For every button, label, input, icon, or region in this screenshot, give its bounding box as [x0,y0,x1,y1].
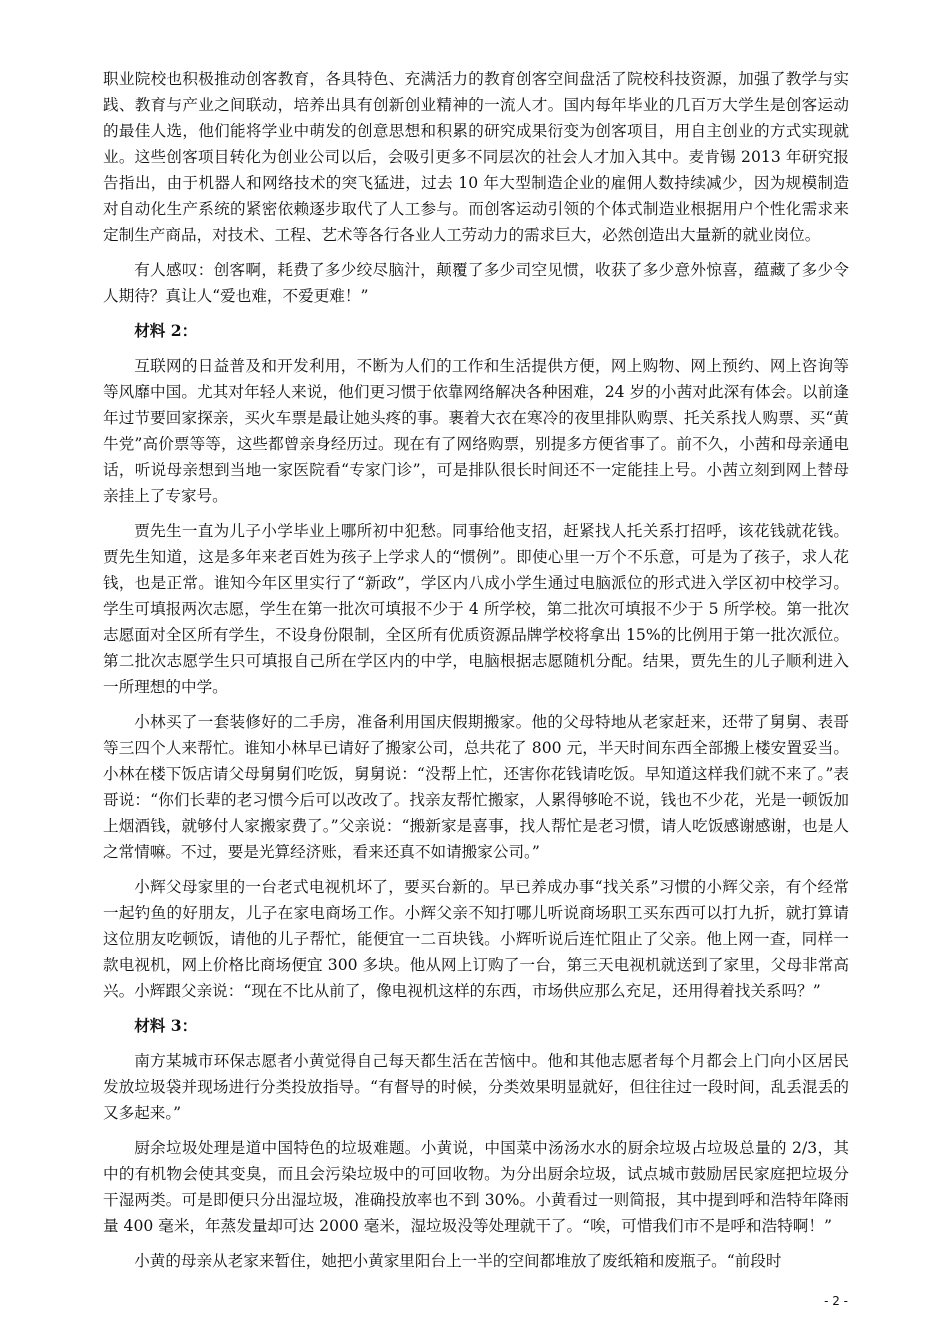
body-paragraph: 有人感叹：创客啊，耗费了多少绞尽脑汁，颠覆了多少司空见惯，收获了多少意外惊喜，蕴藏了多少令人期待？真让人“爱也难，不爱更难！” [103,261,849,305]
body-paragraph: 贾先生一直为儿子小学毕业上哪所初中犯愁。同事给他支招，赶紧找人托关系打招呼，该花钱就花钱。贾先生知道，这是多年来老百姓为孩子上学求人的“惯例”。即使心里一万个不乐意，可是为了孩子，求人花钱，也是正常。谁知今年区里实行了“新政”，学区内八成小学生通过电脑派位的形式进入学区初中校学习。学生可填报两次志愿，学生在第一批次可填报不少于 4 所学校，第二批次可填报不少于 5 所学校。第一批次志愿面对全区所有学生，不设身份限制，全区所有优质资源品牌学校将拿出 15%的比例用于第一批次派位。第二批次志愿学生只可填报自己所在学区内的中学，电脑根据志愿随机分配。结果，贾先生的儿子顺利进入一所理想的中学。 [103,522,849,696]
page-number: - 2 - [824,1294,848,1308]
body-paragraph: 互联网的日益普及和开发利用，不断为人们的工作和生活提供方便，网上购物、网上预约、网上咨询等等风靡中国。尤其对年轻人来说，他们更习惯于依靠网络解决各种困难，24 岁的小茜对此深有体会。以前逢年过节要回家探亲，买火车票是最让她头疼的事。裹着大衣在寒冷的夜里排队购票、托关系找人购票、买“黄牛党”高价票等等，这些都曾亲身经历过。现在有了网络购票，别提多方便省事了。前不久，小茜和母亲通电话，听说母亲想到当地一家医院看“专家门诊”，可是排队很长时间还不一定能挂上号。小茜立刻到网上替母亲挂上了专家号。 [103,357,849,505]
body-paragraph: 小林买了一套装修好的二手房，准备利用国庆假期搬家。他的父母特地从老家赶来，还带了舅舅、表哥等三四个人来帮忙。谁知小林早已请好了搬家公司，总共花了 800 元，半天时间东西全部搬上楼安置妥当。小林在楼下饭店请父母舅舅们吃饭，舅舅说：“没帮上忙，还害你花钱请吃饭。早知道这样我们就不来了。”表哥说：“你们长辈的老习惯今后可以改改了。找亲友帮忙搬家，人累得够呛不说，钱也不少花，光是一顿饭加上烟酒钱，就够付人家搬家费了。”父亲说：“搬新家是喜事，找人帮忙是老习惯，请人吃饭感谢感谢，也是人之常情嘛。不过，要是光算经济账，看来还真不如请搬家公司。” [103,713,849,861]
section-heading: 材料 3： [134,1016,198,1035]
body-paragraph: 职业院校也积极推动创客教育，各具特色、充满活力的教育创客空间盘活了院校科技资源，加强了教学与实践、教育与产业之间联动，培养出具有创新创业精神的一流人才。国内每年毕业的几百万大学生是创客运动的最佳人选，他们能将学业中萌发的创意思想和积累的研究成果衍变为创客项目，用自主创业的方式实现就业。这些创客项目转化为创业公司以后，会吸引更多不同层次的社会人才加入其中。麦肯锡 2013 年研究报告指出，由于机器人和网络技术的突飞猛进，过去 10 年大型制造企业的雇佣人数持续减少，因为规模制造对自动化生产系统的紧密依赖逐步取代了人工参与。而创客运动引领的个体式制造业根据用户个性化需求来定制生产商品，对技术、工程、艺术等各行各业人工劳动力的需求巨大，必然创造出大量新的就业岗位。 [103,70,849,244]
body-paragraph: 小辉父母家里的一台老式电视机坏了，要买台新的。早已养成办事“找关系”习惯的小辉父亲，有个经常一起钓鱼的好朋友，儿子在家电商场工作。小辉父亲不知打哪儿听说商场职工买东西可以打九折，就打算请这位朋友吃顿饭，请他的儿子帮忙，能便宜一二百块钱。小辉听说后连忙阻止了父亲。他上网一查，同样一款电视机，网上价格比商场便宜 300 多块。他从网上订购了一台，第三天电视机就送到了家里，父母非常高兴。小辉跟父亲说：“现在不比从前了，像电视机这样的东西，市场供应那么充足，还用得着找关系吗？” [103,878,849,1000]
body-paragraph: 南方某城市环保志愿者小黄觉得自己每天都生活在苦恼中。他和其他志愿者每个月都会上门向小区居民发放垃圾袋并现场进行分类投放指导。“有督导的时候，分类效果明显就好，但往往过一段时间，乱丢混丢的又多起来。” [103,1052,849,1122]
body-paragraph: 厨余垃圾处理是道中国特色的垃圾难题。小黄说，中国菜中汤汤水水的厨余垃圾占垃圾总量的 2/3，其中的有机物会使其变臭，而且会污染垃圾中的可回收物。为分出厨余垃圾，试点城市鼓励居民家庭把垃圾分干湿两类。可是即便只分出湿垃圾，准确投放率也不到 30%。小黄看过一则简报，其中提到呼和浩特年降雨量 400 毫米，年蒸发量却可达 2000 毫米，湿垃圾没等处理就干了。“唉，可惜我们市不是呼和浩特啊！” [103,1139,849,1235]
section-heading: 材料 2： [134,321,198,340]
document-body [103,66,849,1283]
body-paragraph: 小黄的母亲从老家来暂住，她把小黄家里阳台上一半的空间都堆放了废纸箱和废瓶子。“前段时 [134,1252,782,1270]
